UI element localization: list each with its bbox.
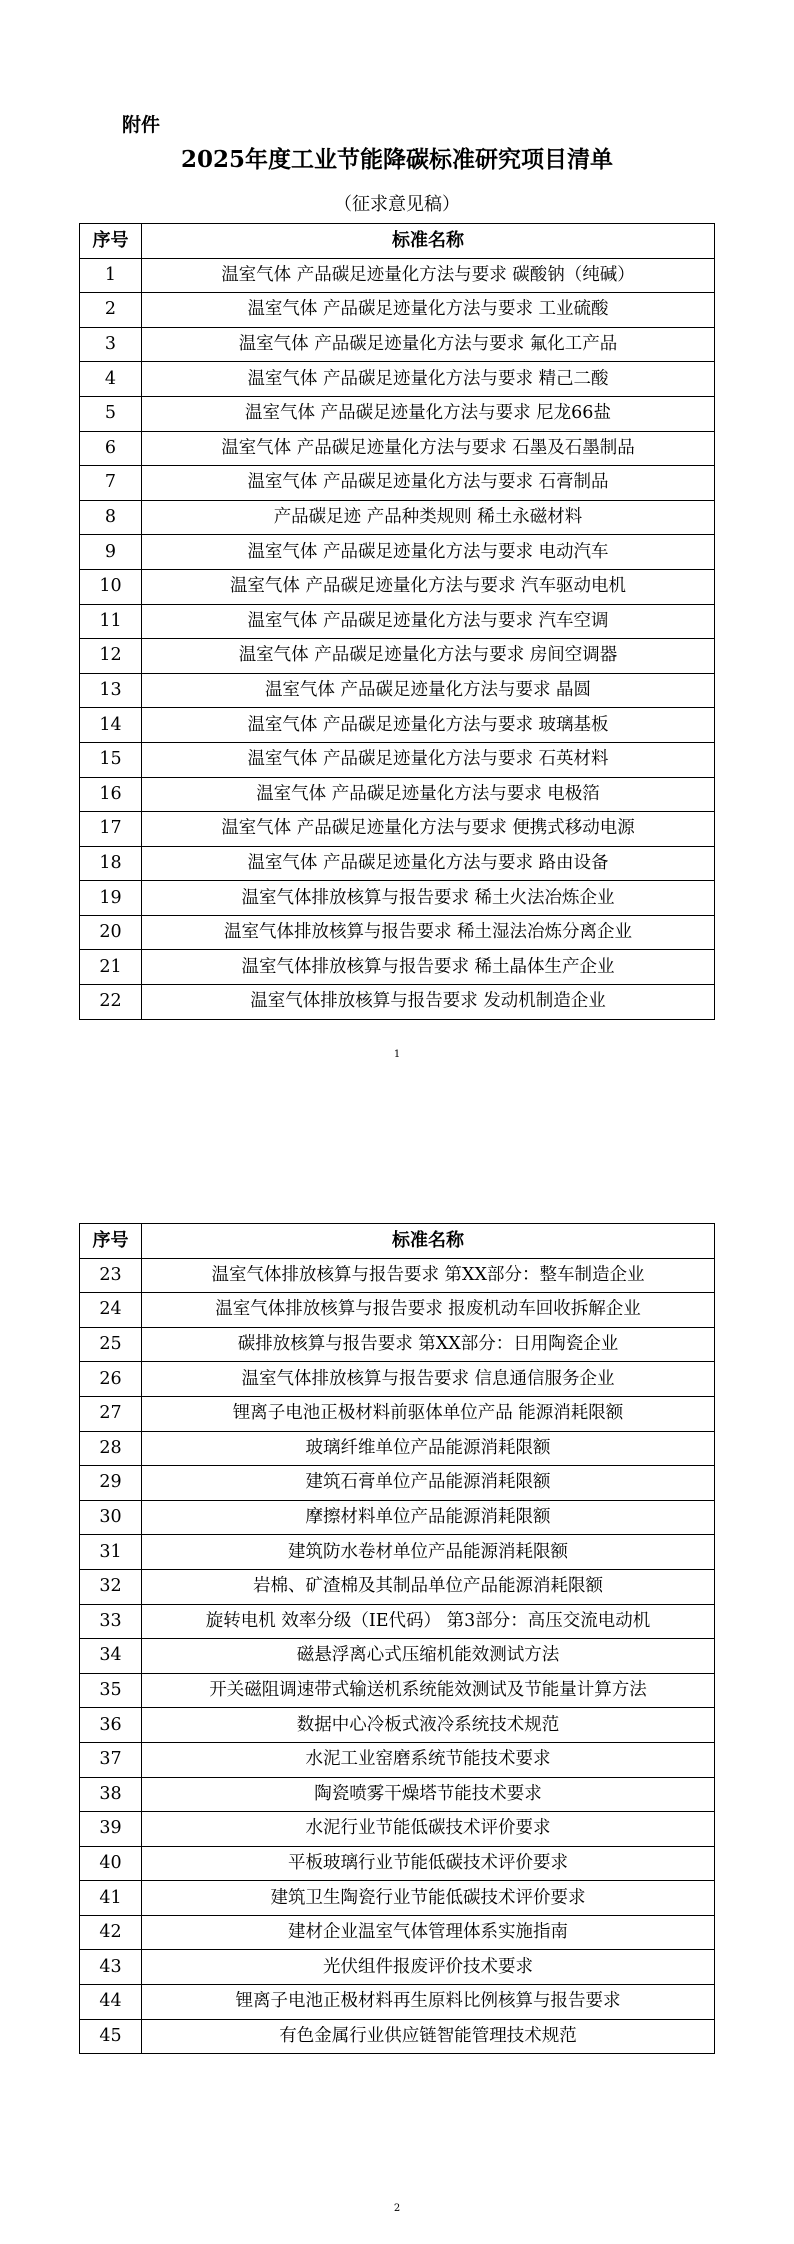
- row-number: 5: [80, 396, 142, 431]
- table-row: [80, 1396, 715, 1431]
- standard-name: 温室气体 产品碳足迹量化方法与要求 尼龙66盐: [142, 396, 715, 431]
- table-row: [80, 396, 715, 431]
- standard-name: 水泥行业节能低碳技术评价要求: [142, 1812, 715, 1847]
- table-row: [80, 950, 715, 985]
- standards-table-page-2: [79, 1223, 715, 2054]
- table-row: [80, 742, 715, 777]
- row-number: 36: [80, 1708, 142, 1743]
- column-header-no: 序号: [80, 224, 142, 259]
- row-number: 25: [80, 1327, 142, 1362]
- standard-name: 锂离子电池正极材料再生原料比例核算与报告要求: [142, 1985, 715, 2020]
- standard-name: 磁悬浮离心式压缩机能效测试方法: [142, 1639, 715, 1674]
- table-row: [80, 1915, 715, 1950]
- row-number: 14: [80, 708, 142, 743]
- row-number: 7: [80, 466, 142, 501]
- row-number: 42: [80, 1915, 142, 1950]
- row-number: 45: [80, 2019, 142, 2054]
- row-number: 2: [80, 293, 142, 328]
- standard-name: 温室气体 产品碳足迹量化方法与要求 电动汽车: [142, 535, 715, 570]
- table-row: [80, 1846, 715, 1881]
- standard-name: 温室气体 产品碳足迹量化方法与要求 碳酸钠（纯碱）: [142, 258, 715, 293]
- row-number: 15: [80, 742, 142, 777]
- row-number: 6: [80, 431, 142, 466]
- table-row: [80, 1466, 715, 1501]
- standard-name: 温室气体排放核算与报告要求 第XX部分：整车制造企业: [142, 1258, 715, 1293]
- table-row: [80, 604, 715, 639]
- table-row: [80, 1431, 715, 1466]
- row-number: 12: [80, 639, 142, 674]
- table-row: [80, 1362, 715, 1397]
- table-row: [80, 1742, 715, 1777]
- column-header-no: 序号: [80, 1224, 142, 1259]
- table-row: [80, 1673, 715, 1708]
- standard-name: 温室气体 产品碳足迹量化方法与要求 便携式移动电源: [142, 812, 715, 847]
- standard-name: 开关磁阻调速带式输送机系统能效测试及节能量计算方法: [142, 1673, 715, 1708]
- table-row: [80, 639, 715, 674]
- row-number: 19: [80, 881, 142, 916]
- standard-name: 摩擦材料单位产品能源消耗限额: [142, 1500, 715, 1535]
- table-row: [80, 466, 715, 501]
- table-row: [80, 1950, 715, 1985]
- row-number: 9: [80, 535, 142, 570]
- standard-name: 岩棉、矿渣棉及其制品单位产品能源消耗限额: [142, 1569, 715, 1604]
- table-row: [80, 1293, 715, 1328]
- row-number: 1: [80, 258, 142, 293]
- table-row: [80, 569, 715, 604]
- table-row: [80, 673, 715, 708]
- row-number: 24: [80, 1293, 142, 1328]
- standard-name: 平板玻璃行业节能低碳技术评价要求: [142, 1846, 715, 1881]
- row-number: 11: [80, 604, 142, 639]
- table-row: [80, 1569, 715, 1604]
- table-row: [80, 1258, 715, 1293]
- table-row: [80, 1777, 715, 1812]
- standard-name: 温室气体 产品碳足迹量化方法与要求 石墨及石墨制品: [142, 431, 715, 466]
- table-row: [80, 846, 715, 881]
- standard-name: 温室气体 产品碳足迹量化方法与要求 石膏制品: [142, 466, 715, 501]
- table-row: [80, 1604, 715, 1639]
- row-number: 31: [80, 1535, 142, 1570]
- standard-name: 温室气体 产品碳足迹量化方法与要求 汽车空调: [142, 604, 715, 639]
- row-number: 17: [80, 812, 142, 847]
- table-row: [80, 293, 715, 328]
- table-row: [80, 777, 715, 812]
- row-number: 43: [80, 1950, 142, 1985]
- table-row: [80, 1500, 715, 1535]
- table-body-page-1: [80, 258, 715, 1019]
- standard-name: 水泥工业窑磨系统节能技术要求: [142, 1742, 715, 1777]
- row-number: 29: [80, 1466, 142, 1501]
- standard-name: 温室气体 产品碳足迹量化方法与要求 工业硫酸: [142, 293, 715, 328]
- row-number: 4: [80, 362, 142, 397]
- row-number: 20: [80, 915, 142, 950]
- standard-name: 温室气体 产品碳足迹量化方法与要求 路由设备: [142, 846, 715, 881]
- row-number: 32: [80, 1569, 142, 1604]
- table-row: [80, 2019, 715, 2054]
- table-row: [80, 1639, 715, 1674]
- table-row: [80, 535, 715, 570]
- standard-name: 玻璃纤维单位产品能源消耗限额: [142, 1431, 715, 1466]
- table-row: [80, 258, 715, 293]
- standard-name: 数据中心冷板式液冷系统技术规范: [142, 1708, 715, 1743]
- table-row: [80, 431, 715, 466]
- column-header-name: 标准名称: [142, 224, 715, 259]
- row-number: 21: [80, 950, 142, 985]
- row-number: 22: [80, 985, 142, 1020]
- standard-name: 温室气体排放核算与报告要求 报废机动车回收拆解企业: [142, 1293, 715, 1328]
- row-number: 8: [80, 500, 142, 535]
- standard-name: 锂离子电池正极材料前驱体单位产品 能源消耗限额: [142, 1396, 715, 1431]
- table-header-row: [80, 224, 715, 259]
- row-number: 44: [80, 1985, 142, 2020]
- standard-name: 温室气体 产品碳足迹量化方法与要求 氟化工产品: [142, 327, 715, 362]
- document-title: 2025年度工业节能降碳标准研究项目清单: [180, 146, 613, 173]
- row-number: 26: [80, 1362, 142, 1397]
- standard-name: 建材企业温室气体管理体系实施指南: [142, 1915, 715, 1950]
- standard-name: 温室气体排放核算与报告要求 稀土湿法冶炼分离企业: [142, 915, 715, 950]
- row-number: 33: [80, 1604, 142, 1639]
- standard-name: 温室气体 产品碳足迹量化方法与要求 电极箔: [142, 777, 715, 812]
- row-number: 34: [80, 1639, 142, 1674]
- standard-name: 有色金属行业供应链智能管理技术规范: [142, 2019, 715, 2054]
- attachment-label: 附件: [122, 114, 161, 136]
- row-number: 39: [80, 1812, 142, 1847]
- table-row: [80, 327, 715, 362]
- row-number: 35: [80, 1673, 142, 1708]
- standard-name: 温室气体排放核算与报告要求 稀土晶体生产企业: [142, 950, 715, 985]
- table-row: [80, 915, 715, 950]
- standard-name: 碳排放核算与报告要求 第XX部分：日用陶瓷企业: [142, 1327, 715, 1362]
- standard-name: 建筑防水卷材单位产品能源消耗限额: [142, 1535, 715, 1570]
- standard-name: 陶瓷喷雾干燥塔节能技术要求: [142, 1777, 715, 1812]
- row-number: 40: [80, 1846, 142, 1881]
- row-number: 10: [80, 569, 142, 604]
- table-row: [80, 362, 715, 397]
- row-number: 30: [80, 1500, 142, 1535]
- standard-name: 温室气体排放核算与报告要求 稀土火法冶炼企业: [142, 881, 715, 916]
- table-row: [80, 812, 715, 847]
- row-number: 23: [80, 1258, 142, 1293]
- standard-name: 温室气体 产品碳足迹量化方法与要求 房间空调器: [142, 639, 715, 674]
- table-row: [80, 1535, 715, 1570]
- table-row: [80, 1985, 715, 2020]
- table-row: [80, 708, 715, 743]
- table-header-row: [80, 1224, 715, 1259]
- standard-name: 温室气体排放核算与报告要求 发动机制造企业: [142, 985, 715, 1020]
- standards-table-page-1: [79, 223, 715, 1020]
- table-body-page-2: [80, 1258, 715, 2054]
- row-number: 18: [80, 846, 142, 881]
- page-number-1: 1: [393, 1049, 401, 1060]
- standard-name: 建筑卫生陶瓷行业节能低碳技术评价要求: [142, 1881, 715, 1916]
- page-number-2: 2: [393, 2203, 401, 2214]
- standard-name: 温室气体 产品碳足迹量化方法与要求 汽车驱动电机: [142, 569, 715, 604]
- table-row: [80, 1881, 715, 1916]
- row-number: 27: [80, 1396, 142, 1431]
- standard-name: 建筑石膏单位产品能源消耗限额: [142, 1466, 715, 1501]
- column-header-name: 标准名称: [142, 1224, 715, 1259]
- row-number: 38: [80, 1777, 142, 1812]
- row-number: 13: [80, 673, 142, 708]
- row-number: 16: [80, 777, 142, 812]
- table-row: [80, 500, 715, 535]
- standard-name: 光伏组件报废评价技术要求: [142, 1950, 715, 1985]
- table-row: [80, 1812, 715, 1847]
- standard-name: 旋转电机 效率分级（IE代码） 第3部分：高压交流电动机: [142, 1604, 715, 1639]
- document-subtitle: （征求意见稿）: [334, 194, 460, 215]
- standard-name: 温室气体 产品碳足迹量化方法与要求 精己二酸: [142, 362, 715, 397]
- standard-name: 温室气体 产品碳足迹量化方法与要求 玻璃基板: [142, 708, 715, 743]
- row-number: 37: [80, 1742, 142, 1777]
- table-row: [80, 1708, 715, 1743]
- standard-name: 温室气体 产品碳足迹量化方法与要求 晶圆: [142, 673, 715, 708]
- standard-name: 温室气体排放核算与报告要求 信息通信服务企业: [142, 1362, 715, 1397]
- standard-name: 产品碳足迹 产品种类规则 稀土永磁材料: [142, 500, 715, 535]
- row-number: 41: [80, 1881, 142, 1916]
- table-row: [80, 1327, 715, 1362]
- row-number: 3: [80, 327, 142, 362]
- standard-name: 温室气体 产品碳足迹量化方法与要求 石英材料: [142, 742, 715, 777]
- table-row: [80, 985, 715, 1020]
- table-row: [80, 881, 715, 916]
- row-number: 28: [80, 1431, 142, 1466]
